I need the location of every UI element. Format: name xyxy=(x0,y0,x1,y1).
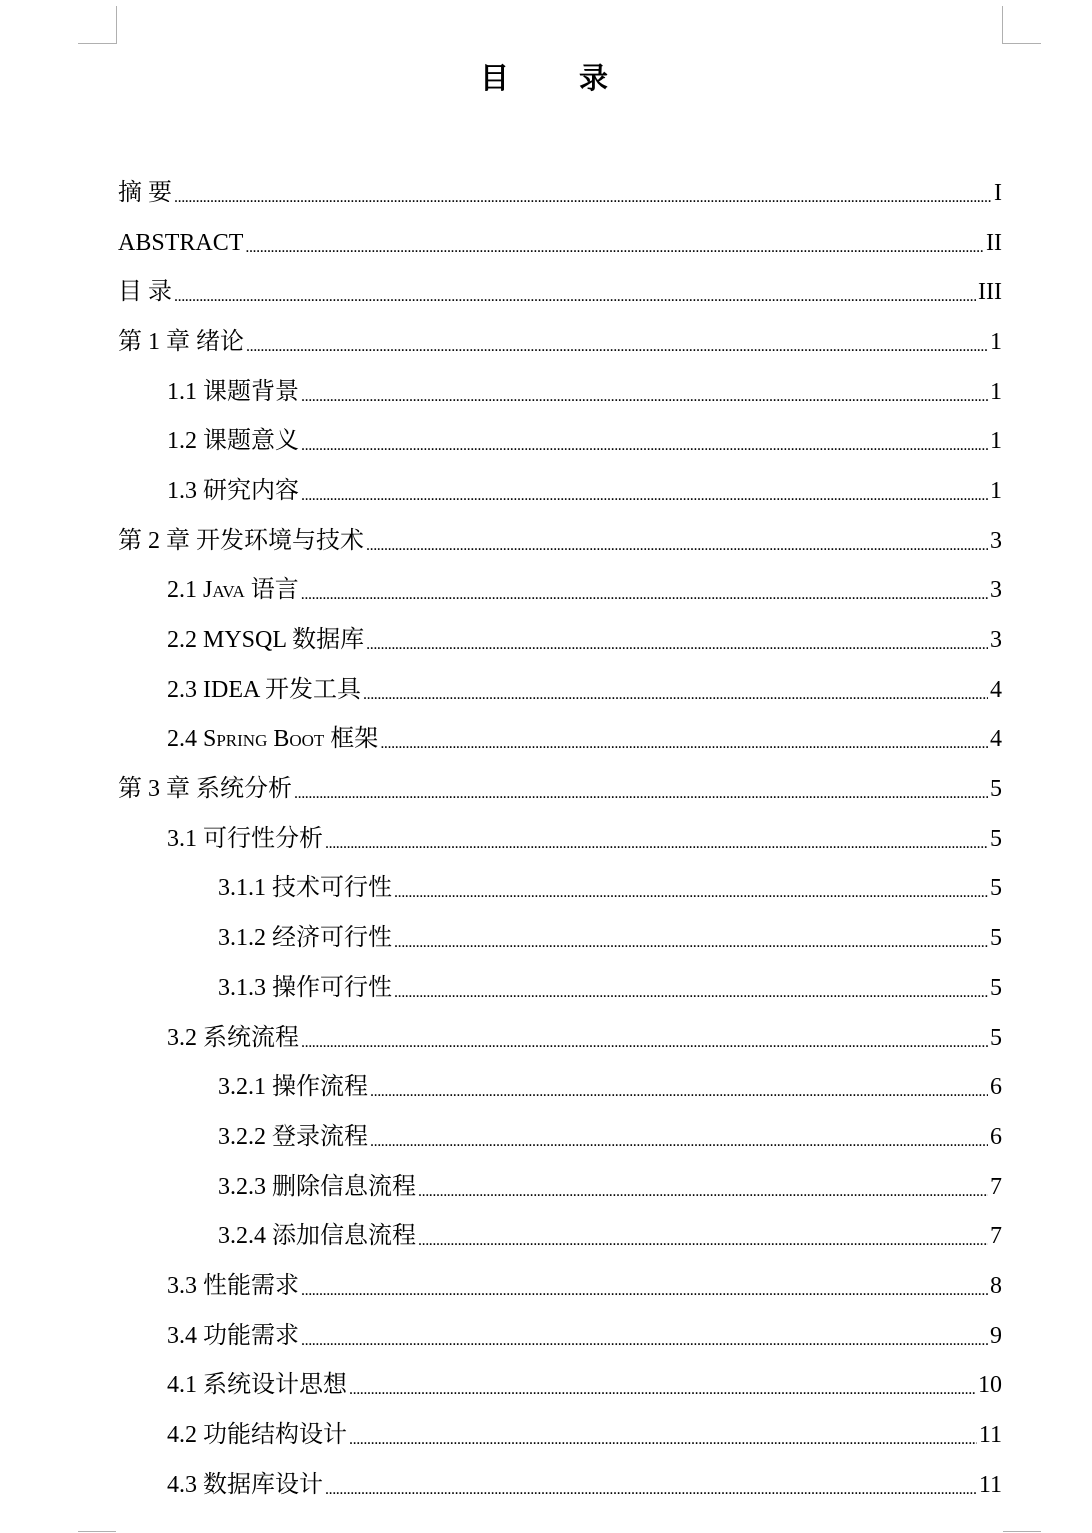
toc-entry-label: 4.3 数据库设计 xyxy=(167,1471,323,1498)
toc-entry-page-number: 1 xyxy=(990,477,1002,504)
toc-entry[interactable] xyxy=(0,1062,1092,1112)
toc-entry-label: 3.2.2 登录流程 xyxy=(218,1123,368,1150)
toc-entry-page-number: 5 xyxy=(990,825,1002,852)
toc-entry-page-number: 11 xyxy=(978,1422,1002,1449)
toc-entry-page-number: 1 xyxy=(990,428,1002,455)
toc-dot-leader xyxy=(246,332,988,362)
toc-dot-leader xyxy=(370,1077,988,1107)
toc-dot-leader xyxy=(294,779,988,809)
toc-entry-label: 摘 要 xyxy=(118,179,172,206)
toc-entry-page-number: 6 xyxy=(990,1074,1002,1101)
toc-entry-page-number: 5 xyxy=(990,925,1002,952)
toc-dot-leader xyxy=(394,928,988,958)
toc-dot-leader xyxy=(325,829,988,859)
toc-entry[interactable] xyxy=(0,1211,1092,1261)
toc-dot-leader xyxy=(174,282,976,312)
toc-title: 目 录 xyxy=(479,61,639,95)
toc-entry[interactable] xyxy=(0,1261,1092,1311)
toc-entry-label: 目 录 xyxy=(118,279,172,306)
toc-entry-label: 3.2.4 添加信息流程 xyxy=(218,1223,416,1250)
toc-entry[interactable] xyxy=(0,466,1092,516)
toc-entry-page-number: 5 xyxy=(990,1024,1002,1051)
toc-entry-page-number: 4 xyxy=(990,726,1002,753)
toc-dot-leader xyxy=(366,630,988,660)
toc-entry-label: 3.1 可行性分析 xyxy=(167,825,323,852)
toc-entry-page-number: I xyxy=(994,179,1002,206)
toc-entry-page-number: III xyxy=(978,279,1002,306)
toc-dot-leader xyxy=(370,1127,988,1157)
toc-entry-label: 2.3 IDEA 开发工具 xyxy=(167,676,361,703)
toc-entry-page-number: 1 xyxy=(990,378,1002,405)
toc-entry-page-number: 7 xyxy=(990,1173,1002,1200)
toc-entry-label: 1.1 课题背景 xyxy=(167,378,299,405)
toc-entry-label: 3.2.3 删除信息流程 xyxy=(218,1173,416,1200)
toc-entry-label: 3.2 系统流程 xyxy=(167,1024,299,1051)
table-of-contents xyxy=(0,168,1092,1510)
toc-entry[interactable] xyxy=(0,168,1092,218)
toc-entry-page-number: 3 xyxy=(990,527,1002,554)
toc-entry-page-number: 10 xyxy=(978,1372,1002,1399)
toc-entry-label: 3.4 功能需求 xyxy=(167,1322,299,1349)
toc-entry[interactable] xyxy=(0,814,1092,864)
toc-entry[interactable] xyxy=(0,864,1092,914)
toc-entry-label: 3.1.3 操作可行性 xyxy=(218,974,392,1001)
toc-dot-leader xyxy=(301,382,988,412)
toc-dot-leader xyxy=(174,183,992,213)
toc-dot-leader xyxy=(418,1226,988,1256)
toc-entry-label: 第 2 章 开发环境与技术 xyxy=(118,527,364,554)
toc-entry-label: 2.1 Java 语言 xyxy=(167,577,299,604)
toc-entry[interactable] xyxy=(0,367,1092,417)
toc-entry-label: 3.1.1 技术可行性 xyxy=(218,875,392,902)
toc-dot-leader xyxy=(349,1375,976,1405)
toc-entry-label: 3.3 性能需求 xyxy=(167,1272,299,1299)
toc-entry-page-number: 8 xyxy=(990,1272,1002,1299)
toc-entry-page-number: II xyxy=(986,229,1002,256)
toc-entry[interactable] xyxy=(0,317,1092,367)
toc-dot-leader xyxy=(380,729,988,759)
toc-entry[interactable] xyxy=(0,416,1092,466)
toc-entry[interactable] xyxy=(0,1162,1092,1212)
crop-mark-bottom-right xyxy=(1003,1531,1041,1532)
toc-dot-leader xyxy=(363,680,988,710)
toc-entry-page-number: 3 xyxy=(990,627,1002,654)
toc-entry-label: 4.1 系统设计思想 xyxy=(167,1372,347,1399)
toc-dot-leader xyxy=(301,1276,988,1306)
toc-dot-leader xyxy=(301,431,988,461)
toc-entry-label: 3.2.1 操作流程 xyxy=(218,1074,368,1101)
toc-entry-page-number: 9 xyxy=(990,1322,1002,1349)
toc-entry-label: 1.3 研究内容 xyxy=(167,477,299,504)
toc-dot-leader xyxy=(301,580,988,610)
toc-entry-label: 4.2 功能结构设计 xyxy=(167,1422,347,1449)
toc-entry-label: 第 1 章 绪论 xyxy=(118,328,244,355)
toc-entry-label: 1.2 课题意义 xyxy=(167,428,299,455)
toc-entry-label: 第 3 章 系统分析 xyxy=(118,776,292,803)
toc-dot-leader xyxy=(418,1177,988,1207)
toc-entry-label: 3.1.2 经济可行性 xyxy=(218,925,392,952)
toc-entry[interactable] xyxy=(0,1013,1092,1063)
toc-entry-page-number: 4 xyxy=(990,676,1002,703)
toc-entry[interactable] xyxy=(0,267,1092,317)
toc-entry-page-number: 3 xyxy=(990,577,1002,604)
toc-entry[interactable] xyxy=(0,566,1092,616)
toc-entry-page-number: 6 xyxy=(990,1123,1002,1150)
toc-entry[interactable] xyxy=(0,1361,1092,1411)
toc-entry-page-number: 5 xyxy=(990,974,1002,1001)
toc-dot-leader xyxy=(301,1326,988,1356)
toc-dot-leader xyxy=(325,1475,977,1505)
toc-entry-label: ABSTRACT xyxy=(118,229,244,256)
toc-dot-leader xyxy=(301,1028,988,1058)
toc-entry[interactable] xyxy=(0,1112,1092,1162)
toc-dot-leader xyxy=(301,481,988,511)
toc-entry[interactable] xyxy=(0,218,1092,268)
toc-dot-leader xyxy=(394,978,988,1008)
toc-entry[interactable] xyxy=(0,665,1092,715)
toc-entry-label: 2.4 Spring Boot 框架 xyxy=(167,726,379,753)
toc-entry-page-number: 7 xyxy=(990,1223,1002,1250)
toc-entry[interactable] xyxy=(0,516,1092,566)
toc-dot-leader xyxy=(394,878,988,908)
crop-mark-top-right-horizontal xyxy=(1003,43,1041,44)
crop-mark-bottom-left xyxy=(78,1531,116,1532)
toc-entry-page-number: 11 xyxy=(978,1471,1002,1498)
toc-entry[interactable] xyxy=(0,1410,1092,1460)
toc-entry-label: 2.2 MYSQL 数据库 xyxy=(167,627,365,654)
toc-entry[interactable] xyxy=(0,913,1092,963)
toc-entry[interactable] xyxy=(0,963,1092,1013)
toc-entry[interactable] xyxy=(0,615,1092,665)
crop-mark-top-left-horizontal xyxy=(78,43,116,44)
toc-dot-leader xyxy=(349,1425,977,1455)
toc-entry[interactable] xyxy=(0,1311,1092,1361)
toc-dot-leader xyxy=(366,531,988,561)
toc-entry[interactable] xyxy=(0,1460,1092,1510)
toc-entry[interactable] xyxy=(0,764,1092,814)
crop-mark-top-right-vertical xyxy=(1002,6,1003,44)
toc-entry-page-number: 1 xyxy=(990,328,1002,355)
toc-entry[interactable] xyxy=(0,715,1092,765)
crop-mark-top-left-vertical xyxy=(116,6,117,44)
toc-entry-page-number: 5 xyxy=(990,875,1002,902)
toc-dot-leader xyxy=(245,233,984,263)
toc-entry-page-number: 5 xyxy=(990,776,1002,803)
